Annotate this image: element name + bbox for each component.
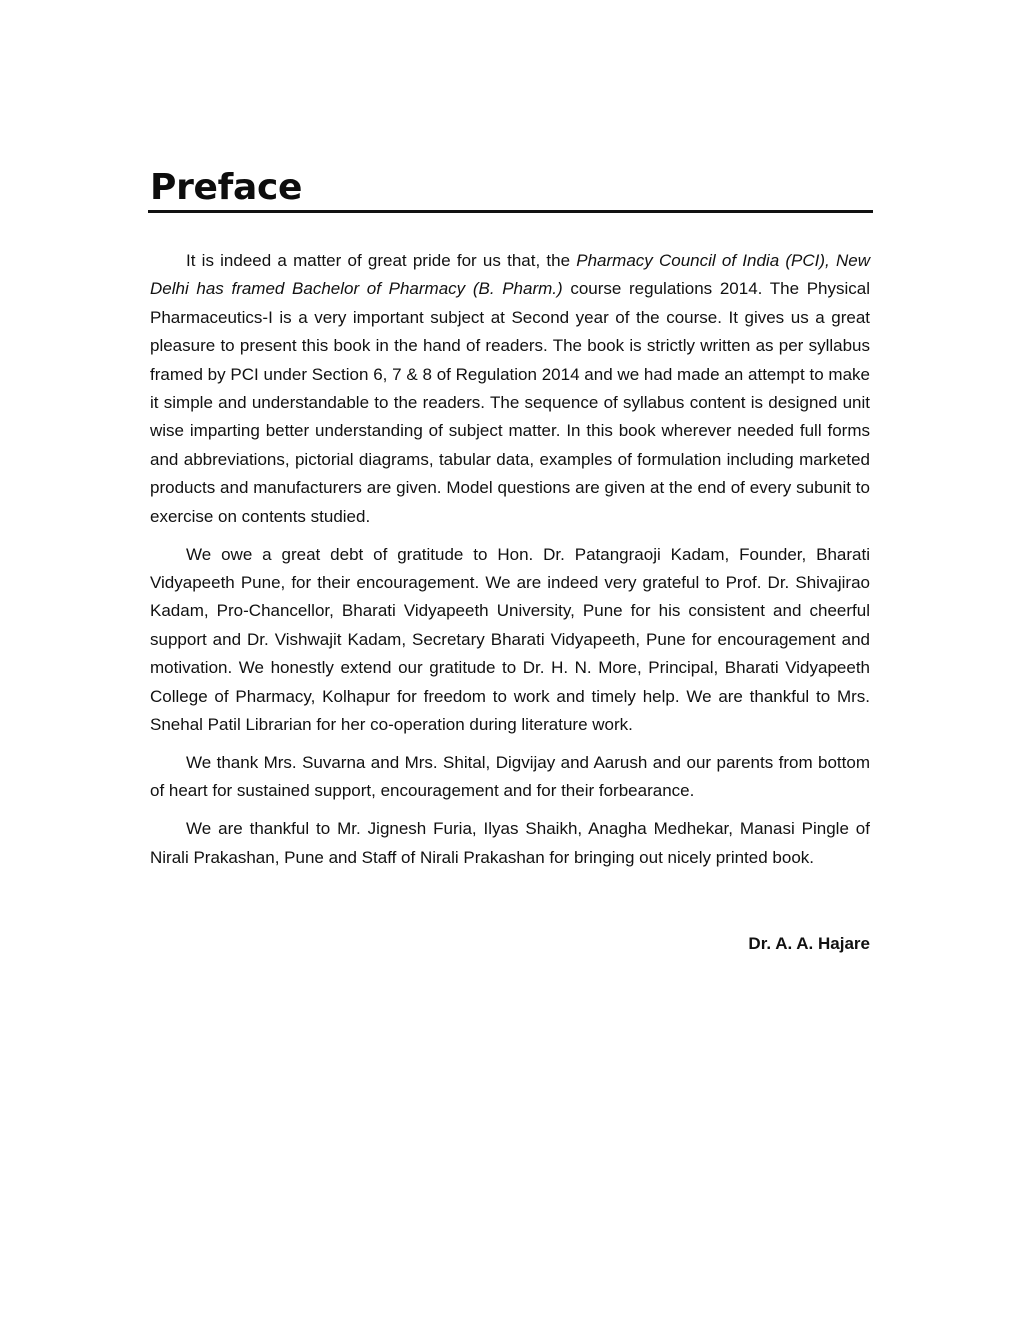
- heading-block: [148, 166, 873, 213]
- title-underline: [148, 210, 873, 213]
- paragraph-1-italic: Pharmacy Council of India (PCI), New Delhi has framed Bachelor of Pharmacy (B. Pharm.): [150, 251, 870, 299]
- paragraph-1-intro: It is indeed a matter of great pride for us that, the: [186, 251, 577, 270]
- paragraph-2: We owe a great debt of gratitude to Hon. Dr. Patangraoji Kadam, Founder, Bharati Vidyapeeth Pune, for their encouragement. We are indeed very grateful to Prof. Dr. Shivajirao Kadam, Pro-Chancellor, Bharati Vidyapeeth University, Pune for his consistent and cheerful support and Dr. Vishwajit Kadam, Secretary Bharati Vidyapeeth, Pune for encouragement and motivation. We honestly extend our gratitude to Dr. H. N. More, Principal, Bharati Vidyapeeth College of Pharmacy, Kolhapur for freedom to work and timely help. We are thankful to Mrs. Snehal Patil Librarian for her co-operation during literature work.: [150, 544, 870, 734]
- page-title: Preface: [150, 167, 303, 208]
- preface-body: [150, 247, 870, 882]
- author-signature: Dr. A. A. Hajare: [748, 934, 870, 953]
- paragraph-3: We thank Mrs. Suvarna and Mrs. Shital, Digvijay and Aarush and our parents from bottom of heart for sustained support, encouragement and for their forbearance.: [150, 752, 870, 801]
- paragraph-1-rest: course regulations 2014. The Physical Pharmaceutics-I is a very important subject at Second year of the course. It gives us a great pleasure to present this book in the hand of readers. The book is strictly written as per syllabus framed by PCI under Section 6, 7 & 8 of Regulation 2014 and we had made an attempt to make it simple and understandable to the readers. The sequence of syllabus content is designed unit wise imparting better understanding of subject matter. In this book wherever needed full forms and abbreviations, pictorial diagrams, tabular data, examples of formulation including marketed products and manufacturers are given. Model questions are given at the end of every subunit to exercise on contents studied.: [150, 279, 870, 526]
- paragraph-4: We are thankful to Mr. Jignesh Furia, Ilyas Shaikh, Anagha Medhekar, Manasi Pingle of Nirali Prakashan, Pune and Staff of Nirali Prakashan for bringing out nicely printed book.: [150, 819, 870, 867]
- paragraph-1: [150, 247, 870, 531]
